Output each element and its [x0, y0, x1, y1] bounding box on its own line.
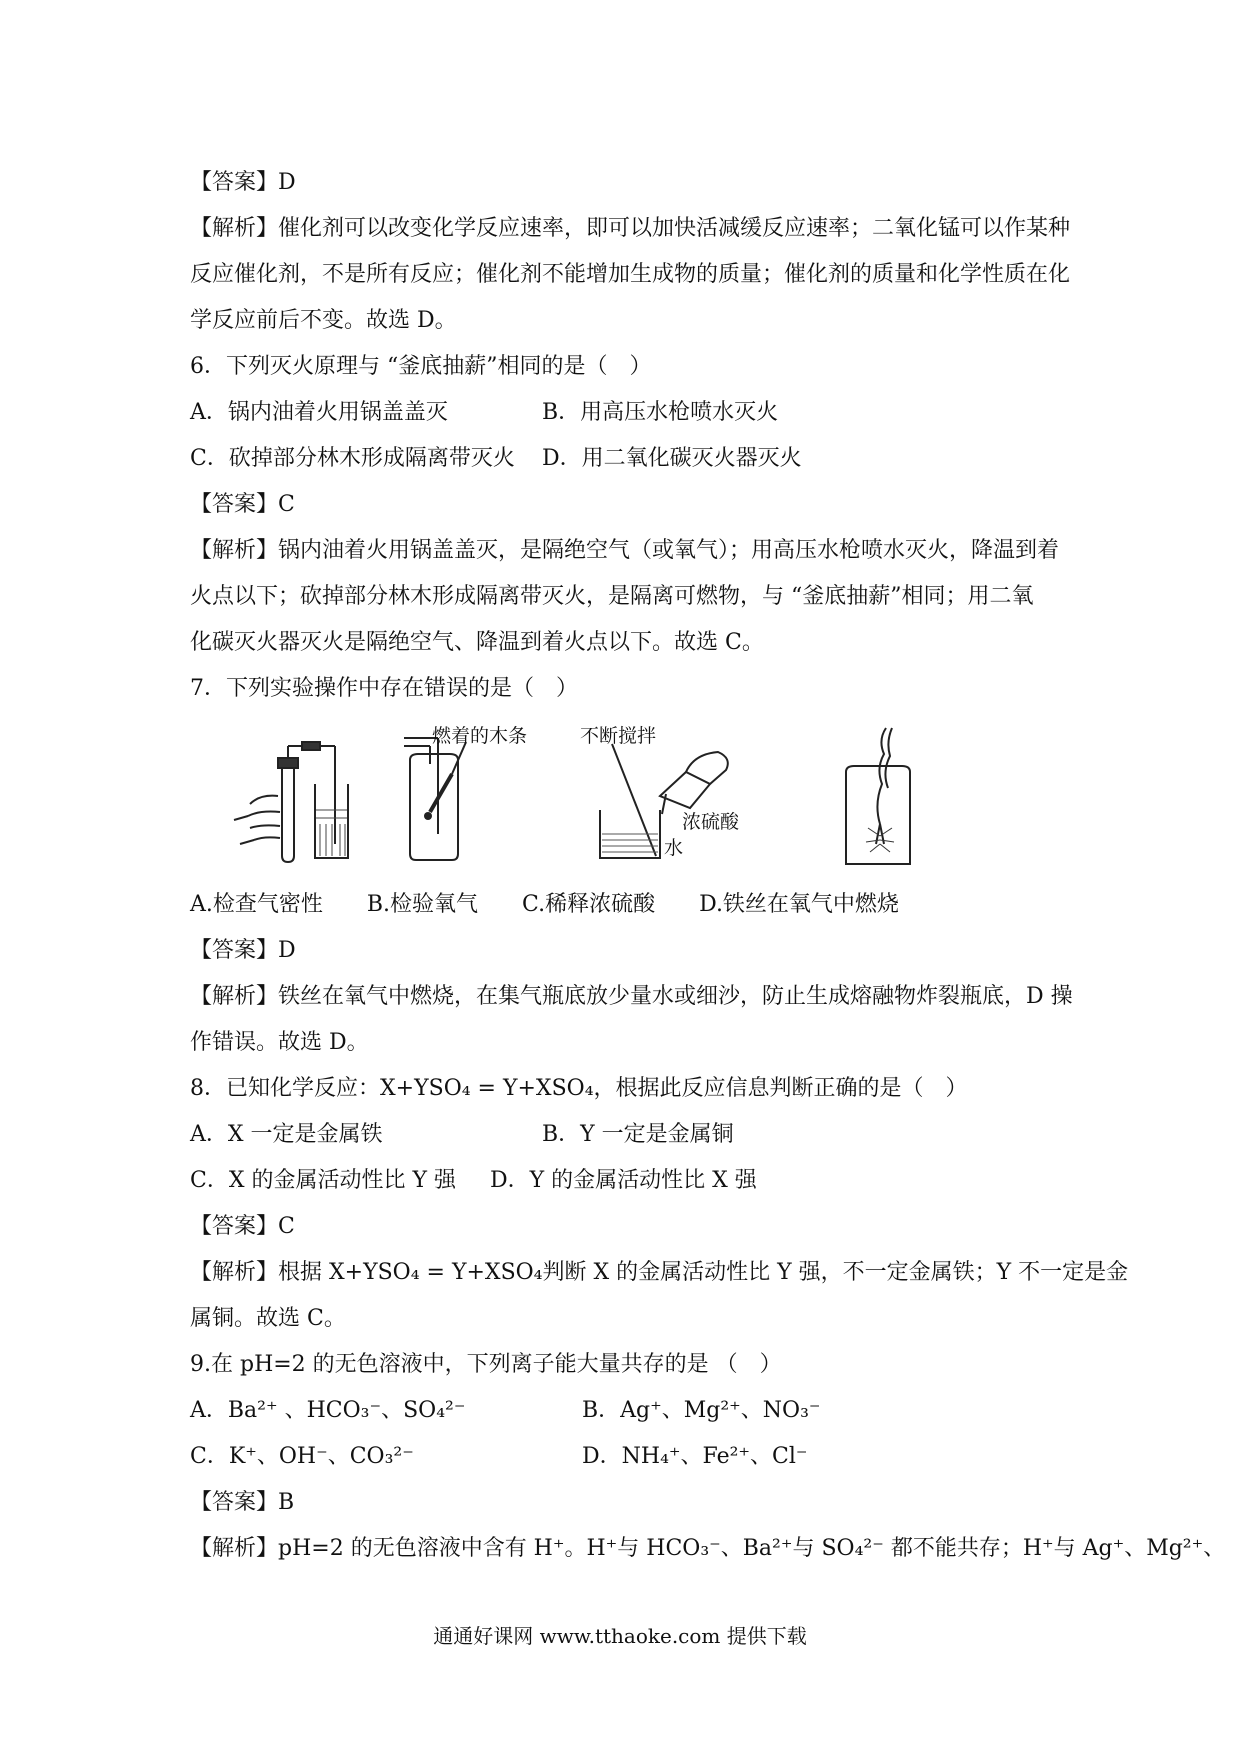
question-7-stem: 7．下列实验操作中存在错误的是（ ）: [190, 676, 578, 701]
page-footer: 通通好课网 www.tthaoke.com 提供下载: [433, 1624, 807, 1648]
iron-wire-burning-figure: [820, 724, 930, 874]
analysis-line: 化碳灭火器灭火是隔绝空气、降温到着火点以下。故选 C。: [190, 630, 764, 655]
analysis-line: 【解析】pH=2 的无色溶液中含有 H⁺。H⁺与 HCO₃⁻、Ba²⁺与 SO₄²⁻ 都不能共存；H⁺与 Ag⁺、Mg²⁺、: [190, 1536, 1226, 1561]
analysis-line: 属铜。故选 C。: [190, 1306, 346, 1331]
analysis-line: 火点以下；砍掉部分林木形成隔离带灭火，是隔离可燃物，与 “釜底抽薪”相同；用二氧: [190, 584, 1034, 609]
water-label: 水: [664, 837, 684, 859]
question-8-options-row-1: [190, 1112, 1070, 1158]
document-page: [190, 160, 1226, 1572]
question-6-options-row-2: [190, 436, 1070, 482]
option-a: A．锅内油着火用锅盖盖灭: [190, 400, 448, 425]
answer-line: 【答案】C: [190, 492, 295, 517]
question-9-options-row-1: [190, 1388, 1070, 1434]
acid-label: 浓硫酸: [682, 811, 740, 833]
question-6-options-row-1: [190, 390, 1070, 436]
option-b: B．Ag⁺、Mg²⁺、NO₃⁻: [582, 1398, 821, 1423]
option-a: A．X 一定是金属铁: [190, 1122, 383, 1147]
answer-line: 【答案】D: [190, 938, 296, 963]
option-d: D．用二氧化碳灭火器灭火: [542, 446, 802, 471]
oxygen-test-figure: [390, 724, 550, 864]
option-d: D．NH₄⁺、Fe²⁺、Cl⁻: [582, 1444, 808, 1469]
option-c: C．砍掉部分林木形成隔离带灭火: [190, 446, 515, 471]
analysis-line: 【解析】铁丝在氧气中燃烧，在集气瓶底放少量水或细沙，防止生成熔融物炸裂瓶底，D 操: [190, 984, 1073, 1009]
option-c: C．K⁺、OH⁻、CO₃²⁻: [190, 1444, 414, 1469]
answer-line: 【答案】C: [190, 1214, 295, 1239]
question-7-options: A.检查气密性 B.检验氧气 C.稀释浓硫酸 D.铁丝在氧气中燃烧: [190, 892, 899, 917]
option-b: B．Y 一定是金属铜: [542, 1122, 734, 1147]
option-b: B．用高压水枪喷水灭火: [542, 400, 779, 425]
option-a: A．Ba²⁺ 、HCO₃⁻、SO₄²⁻: [190, 1398, 466, 1423]
experiment-figures: [190, 724, 1070, 874]
answer-line: 【答案】B: [190, 1490, 295, 1515]
option-d: D．Y 的金属活动性比 X 强: [490, 1168, 757, 1193]
analysis-line: 【解析】根据 X+YSO₄ = Y+XSO₄判断 X 的金属活动性比 Y 强，不一定金属铁；Y 不一定是金: [190, 1260, 1129, 1285]
question-8-stem: 8．已知化学反应：X+YSO₄ = Y+XSO₄，根据此反应信息判断正确的是（ ）: [190, 1076, 968, 1101]
question-8-options-row-2: [190, 1158, 1070, 1204]
answer-line: 【答案】D: [190, 170, 296, 195]
analysis-line: 作错误。故选 D。: [190, 1030, 369, 1055]
analysis-line: 【解析】锅内油着火用锅盖盖灭，是隔绝空气（或氧气）；用高压水枪喷水灭火，降温到着: [190, 538, 1060, 563]
analysis-line: 反应催化剂，不是所有反应；催化剂不能增加生成物的质量；催化剂的质量和化学性质在化: [190, 262, 1071, 287]
airtightness-check-figure: [220, 724, 350, 864]
analysis-line: 【解析】催化剂可以改变化学反应速率，即可以加快活减缓反应速率；二氧化锰可以作某种: [190, 216, 1071, 241]
option-c: C．X 的金属活动性比 Y 强: [190, 1168, 456, 1193]
question-9-stem: 9.在 pH=2 的无色溶液中，下列离子能大量共存的是 （ ）: [190, 1352, 782, 1377]
question-9-options-row-2: [190, 1434, 1070, 1480]
analysis-line: 学反应前后不变。故选 D。: [190, 308, 457, 333]
burning-stick-label: 燃着的木条: [432, 725, 528, 747]
stir-label: 不断搅拌: [580, 725, 657, 747]
dilute-acid-figure: [570, 724, 770, 864]
question-6-stem: 6．下列灭火原理与 “釜底抽薪”相同的是（ ）: [190, 354, 652, 379]
